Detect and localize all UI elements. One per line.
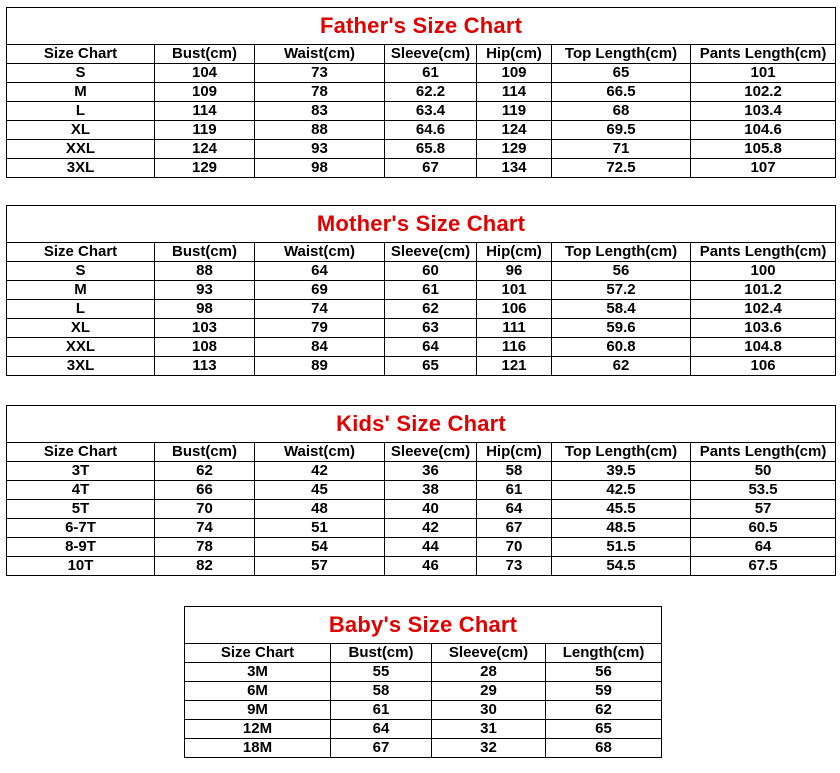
table-cell: 50 bbox=[691, 462, 836, 481]
table-cell: 65 bbox=[385, 357, 477, 376]
table-cell: 44 bbox=[385, 538, 477, 557]
table-cell: 65.8 bbox=[385, 140, 477, 159]
table-cell: M bbox=[7, 281, 155, 300]
table-cell: 124 bbox=[155, 140, 255, 159]
table-row bbox=[7, 538, 836, 557]
table-cell: 54 bbox=[255, 538, 385, 557]
table-cell: 64.6 bbox=[385, 121, 477, 140]
table-cell: 61 bbox=[331, 701, 432, 720]
table-cell: L bbox=[7, 102, 155, 121]
column-header: Sleeve(cm) bbox=[385, 243, 477, 262]
table-cell: 53.5 bbox=[691, 481, 836, 500]
table-cell: 62.2 bbox=[385, 83, 477, 102]
table-cell: 54.5 bbox=[552, 557, 691, 576]
table-cell: 100 bbox=[691, 262, 836, 281]
table-cell: 63 bbox=[385, 319, 477, 338]
column-header: Size Chart bbox=[7, 45, 155, 64]
table-cell: 102.2 bbox=[691, 83, 836, 102]
table-row bbox=[7, 102, 836, 121]
table-row bbox=[185, 701, 662, 720]
column-header: Bust(cm) bbox=[155, 45, 255, 64]
column-header: Bust(cm) bbox=[155, 443, 255, 462]
table-cell: 68 bbox=[552, 102, 691, 121]
table-cell: 66.5 bbox=[552, 83, 691, 102]
table-cell: 83 bbox=[255, 102, 385, 121]
table-cell: 78 bbox=[155, 538, 255, 557]
table-cell: 12M bbox=[185, 720, 331, 739]
column-header: Hip(cm) bbox=[477, 243, 552, 262]
table-cell: 98 bbox=[255, 159, 385, 178]
table-cell: 45 bbox=[255, 481, 385, 500]
table-row bbox=[7, 159, 836, 178]
column-header: Waist(cm) bbox=[255, 45, 385, 64]
column-header: Pants Length(cm) bbox=[691, 243, 836, 262]
table-cell: 96 bbox=[477, 262, 552, 281]
table-cell: 62 bbox=[155, 462, 255, 481]
table-cell: XXL bbox=[7, 338, 155, 357]
column-header: Bust(cm) bbox=[331, 644, 432, 663]
table-cell: 113 bbox=[155, 357, 255, 376]
table-cell: 107 bbox=[691, 159, 836, 178]
table-cell: 64 bbox=[691, 538, 836, 557]
table-cell: 66 bbox=[155, 481, 255, 500]
table-cell: 6-7T bbox=[7, 519, 155, 538]
table-cell: 57.2 bbox=[552, 281, 691, 300]
table-row bbox=[7, 83, 836, 102]
table-cell: 4T bbox=[7, 481, 155, 500]
chart-title: Father's Size Chart bbox=[7, 8, 836, 45]
table-cell: 68 bbox=[546, 739, 662, 758]
table-row bbox=[185, 663, 662, 682]
table-cell: 67 bbox=[477, 519, 552, 538]
table-cell: 119 bbox=[477, 102, 552, 121]
table-cell: 3XL bbox=[7, 159, 155, 178]
table-cell: 67 bbox=[331, 739, 432, 758]
table-cell: 45.5 bbox=[552, 500, 691, 519]
table-cell: 98 bbox=[155, 300, 255, 319]
table-cell: 38 bbox=[385, 481, 477, 500]
column-header: Hip(cm) bbox=[477, 45, 552, 64]
table-cell: 51 bbox=[255, 519, 385, 538]
table-cell: 101 bbox=[691, 64, 836, 83]
table-cell: 73 bbox=[477, 557, 552, 576]
table-cell: 30 bbox=[432, 701, 546, 720]
table-cell: 10T bbox=[7, 557, 155, 576]
table-cell: 62 bbox=[385, 300, 477, 319]
table-cell: 40 bbox=[385, 500, 477, 519]
table-cell: 89 bbox=[255, 357, 385, 376]
table-cell: 29 bbox=[432, 682, 546, 701]
table-row bbox=[7, 121, 836, 140]
table-cell: 57 bbox=[691, 500, 836, 519]
table-row bbox=[7, 300, 836, 319]
table-cell: 104.8 bbox=[691, 338, 836, 357]
table-cell: 101 bbox=[477, 281, 552, 300]
table-cell: 103 bbox=[155, 319, 255, 338]
table-cell: 111 bbox=[477, 319, 552, 338]
table-row bbox=[7, 462, 836, 481]
table-cell: 46 bbox=[385, 557, 477, 576]
table-cell: 78 bbox=[255, 83, 385, 102]
column-header: Size Chart bbox=[7, 243, 155, 262]
table-cell: L bbox=[7, 300, 155, 319]
table-cell: XXL bbox=[7, 140, 155, 159]
table-cell: 102.4 bbox=[691, 300, 836, 319]
table-cell: 124 bbox=[477, 121, 552, 140]
column-header: Pants Length(cm) bbox=[691, 45, 836, 64]
column-header: Pants Length(cm) bbox=[691, 443, 836, 462]
chart-title: Kids' Size Chart bbox=[7, 406, 836, 443]
column-header: Waist(cm) bbox=[255, 443, 385, 462]
table-cell: 106 bbox=[477, 300, 552, 319]
column-header: Size Chart bbox=[185, 644, 331, 663]
table-cell: 101.2 bbox=[691, 281, 836, 300]
column-header: Waist(cm) bbox=[255, 243, 385, 262]
table-cell: 63.4 bbox=[385, 102, 477, 121]
table-cell: 129 bbox=[155, 159, 255, 178]
column-header: Top Length(cm) bbox=[552, 243, 691, 262]
table-cell: 67 bbox=[385, 159, 477, 178]
table-cell: 32 bbox=[432, 739, 546, 758]
table-row bbox=[185, 720, 662, 739]
table-cell: 60 bbox=[385, 262, 477, 281]
table-cell: 58 bbox=[477, 462, 552, 481]
table-cell: 134 bbox=[477, 159, 552, 178]
table-cell: 84 bbox=[255, 338, 385, 357]
table-cell: 3XL bbox=[7, 357, 155, 376]
table-cell: 39.5 bbox=[552, 462, 691, 481]
table-cell: 61 bbox=[477, 481, 552, 500]
table-cell: 114 bbox=[477, 83, 552, 102]
column-header: Sleeve(cm) bbox=[432, 644, 546, 663]
table-cell: 62 bbox=[546, 701, 662, 720]
table-cell: 61 bbox=[385, 64, 477, 83]
table-cell: 108 bbox=[155, 338, 255, 357]
table-cell: 60.5 bbox=[691, 519, 836, 538]
table-row bbox=[185, 739, 662, 758]
table-cell: 62 bbox=[552, 357, 691, 376]
table-cell: 70 bbox=[155, 500, 255, 519]
table-cell: 69 bbox=[255, 281, 385, 300]
table-row bbox=[7, 140, 836, 159]
table-cell: 42 bbox=[385, 519, 477, 538]
table-row bbox=[7, 319, 836, 338]
table-cell: 93 bbox=[155, 281, 255, 300]
table-cell: 67.5 bbox=[691, 557, 836, 576]
table-cell: 64 bbox=[477, 500, 552, 519]
table-cell: 65 bbox=[546, 720, 662, 739]
chart-title: Baby's Size Chart bbox=[185, 607, 662, 644]
table-row bbox=[7, 262, 836, 281]
table-cell: 104 bbox=[155, 64, 255, 83]
table-cell: 103.4 bbox=[691, 102, 836, 121]
column-header: Length(cm) bbox=[546, 644, 662, 663]
table-row bbox=[7, 500, 836, 519]
table-cell: 58.4 bbox=[552, 300, 691, 319]
table-cell: M bbox=[7, 83, 155, 102]
table-row bbox=[7, 357, 836, 376]
table-cell: 51.5 bbox=[552, 538, 691, 557]
table-cell: 36 bbox=[385, 462, 477, 481]
table-cell: 58 bbox=[331, 682, 432, 701]
table-cell: 64 bbox=[385, 338, 477, 357]
table-cell: 42 bbox=[255, 462, 385, 481]
table-cell: 5T bbox=[7, 500, 155, 519]
table-cell: 65 bbox=[552, 64, 691, 83]
table-cell: 71 bbox=[552, 140, 691, 159]
mother-size-chart bbox=[6, 205, 836, 376]
table-cell: 116 bbox=[477, 338, 552, 357]
table-cell: 18M bbox=[185, 739, 331, 758]
father-size-chart bbox=[6, 7, 836, 178]
table-cell: XL bbox=[7, 121, 155, 140]
table-cell: 64 bbox=[331, 720, 432, 739]
table-cell: 55 bbox=[331, 663, 432, 682]
table-row bbox=[7, 519, 836, 538]
table-cell: 109 bbox=[155, 83, 255, 102]
table-cell: 28 bbox=[432, 663, 546, 682]
table-cell: 69.5 bbox=[552, 121, 691, 140]
table-cell: 129 bbox=[477, 140, 552, 159]
table-cell: 9M bbox=[185, 701, 331, 720]
table-cell: S bbox=[7, 64, 155, 83]
table-cell: 119 bbox=[155, 121, 255, 140]
table-row bbox=[7, 338, 836, 357]
table-cell: 56 bbox=[546, 663, 662, 682]
baby-size-chart bbox=[184, 606, 662, 758]
table-cell: 74 bbox=[155, 519, 255, 538]
table-cell: 3T bbox=[7, 462, 155, 481]
table-cell: 70 bbox=[477, 538, 552, 557]
chart-title: Mother's Size Chart bbox=[7, 206, 836, 243]
table-row bbox=[185, 682, 662, 701]
table-cell: 8-9T bbox=[7, 538, 155, 557]
table-cell: 48.5 bbox=[552, 519, 691, 538]
table-cell: 121 bbox=[477, 357, 552, 376]
table-cell: 59.6 bbox=[552, 319, 691, 338]
table-cell: 104.6 bbox=[691, 121, 836, 140]
column-header: Top Length(cm) bbox=[552, 443, 691, 462]
table-cell: 31 bbox=[432, 720, 546, 739]
table-cell: 6M bbox=[185, 682, 331, 701]
table-cell: 88 bbox=[255, 121, 385, 140]
column-header: Hip(cm) bbox=[477, 443, 552, 462]
table-cell: 56 bbox=[552, 262, 691, 281]
table-row bbox=[7, 281, 836, 300]
kids-size-chart bbox=[6, 405, 836, 576]
table-row bbox=[7, 64, 836, 83]
column-header: Sleeve(cm) bbox=[385, 45, 477, 64]
table-cell: 3M bbox=[185, 663, 331, 682]
table-cell: 114 bbox=[155, 102, 255, 121]
table-cell: 59 bbox=[546, 682, 662, 701]
table-cell: 73 bbox=[255, 64, 385, 83]
table-cell: 57 bbox=[255, 557, 385, 576]
table-cell: 93 bbox=[255, 140, 385, 159]
table-cell: S bbox=[7, 262, 155, 281]
column-header: Top Length(cm) bbox=[552, 45, 691, 64]
table-cell: 82 bbox=[155, 557, 255, 576]
table-row bbox=[7, 557, 836, 576]
column-header: Sleeve(cm) bbox=[385, 443, 477, 462]
table-cell: 88 bbox=[155, 262, 255, 281]
table-cell: 48 bbox=[255, 500, 385, 519]
table-cell: 79 bbox=[255, 319, 385, 338]
table-cell: XL bbox=[7, 319, 155, 338]
table-cell: 64 bbox=[255, 262, 385, 281]
table-row bbox=[7, 481, 836, 500]
table-cell: 61 bbox=[385, 281, 477, 300]
table-cell: 109 bbox=[477, 64, 552, 83]
table-cell: 72.5 bbox=[552, 159, 691, 178]
table-cell: 106 bbox=[691, 357, 836, 376]
table-cell: 60.8 bbox=[552, 338, 691, 357]
column-header: Size Chart bbox=[7, 443, 155, 462]
table-cell: 103.6 bbox=[691, 319, 836, 338]
table-cell: 74 bbox=[255, 300, 385, 319]
table-cell: 42.5 bbox=[552, 481, 691, 500]
table-cell: 105.8 bbox=[691, 140, 836, 159]
column-header: Bust(cm) bbox=[155, 243, 255, 262]
